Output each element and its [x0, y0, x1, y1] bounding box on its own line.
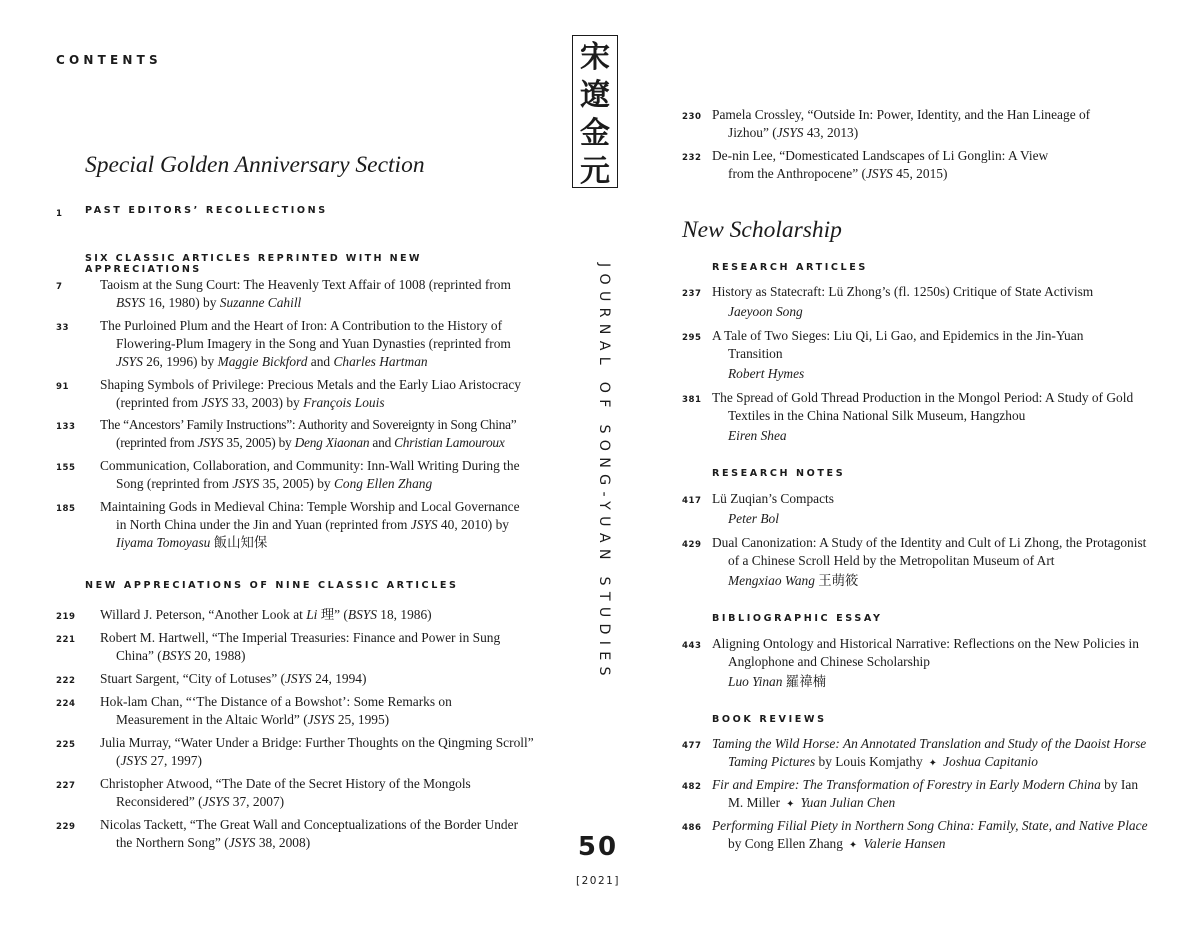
- book-review-entry[interactable]: [682, 776, 1152, 814]
- toc-entry[interactable]: [56, 276, 526, 312]
- entry-title: Aligning Ontology and Historical Narrative: Reflections on the New Policies in Anglophone and Chinese Scholarship: [712, 636, 1139, 669]
- page-number: 224: [56, 699, 76, 709]
- golden-section-title: Special Golden Anniversary Section: [85, 152, 425, 178]
- research-notes-heading: RESEARCH NOTES: [712, 468, 846, 479]
- page-number: 133: [56, 422, 76, 432]
- nine-classic-articles-heading: NEW APPRECIATIONS OF NINE CLASSIC ARTICLES: [85, 580, 459, 591]
- page-number: 429: [682, 540, 702, 550]
- separator-diamond-icon: ✦: [848, 840, 858, 851]
- page-number: 443: [682, 641, 702, 651]
- toc-entry[interactable]: [682, 147, 1152, 183]
- page-number: 219: [56, 612, 76, 622]
- entry-title: History as Statecraft: Lü Zhong’s (fl. 1250s) Critique of State Activism: [712, 284, 1094, 299]
- entry-title: Christopher Atwood, “The Date of the Secret History of the Mongols Reconsidered” (JSYS 37, 2007): [100, 776, 471, 809]
- toc-entry[interactable]: [56, 816, 526, 852]
- page-number: 417: [682, 496, 702, 506]
- seal-character: 遼: [580, 78, 610, 113]
- book-review-entry[interactable]: [682, 817, 1152, 855]
- entry-title: Taming the Wild Horse: An Annotated Translation and Study of the Daoist Horse Taming Pictures by Louis Komjathy ✦ Joshua Capitanio: [712, 736, 1147, 769]
- entry-title: Willard J. Peterson, “Another Look at Li 理” (BSYS 18, 1986): [100, 607, 432, 622]
- page-number: 482: [682, 782, 702, 792]
- reviewer-name: Yuan Julian Chen: [800, 795, 896, 810]
- toc-entry[interactable]: [682, 106, 1152, 142]
- page-number: 91: [56, 382, 69, 392]
- entry-title: A Tale of Two Sieges: Liu Qi, Li Gao, and Epidemics in the Jin-Yuan Transition: [712, 328, 1084, 361]
- page-number: 237: [682, 289, 702, 299]
- seal-character: 金: [580, 116, 610, 151]
- entry-author: Luo Yinan 羅禕楠: [728, 674, 826, 689]
- entry-title: Maintaining Gods in Medieval China: Temple Worship and Local Governance in North China under the Jin and Yuan (reprinted from JSYS 40, 2010) by Iiyama Tomoyasu 飯山知保: [100, 499, 520, 550]
- entry-title: Lü Zuqian’s Compacts: [712, 491, 834, 506]
- new-scholarship-title: New Scholarship: [682, 217, 842, 243]
- toc-entry[interactable]: [56, 606, 526, 624]
- journal-seal: [572, 35, 618, 188]
- entry-title: De-nin Lee, “Domesticated Landscapes of Li Gonglin: A View from the Anthropocene” (JSYS 45, 2015): [712, 148, 1049, 181]
- toc-entry[interactable]: [56, 734, 534, 770]
- page-number: 1: [56, 209, 63, 219]
- toc-entry[interactable]: [56, 693, 526, 729]
- entry-title: Shaping Symbols of Privilege: Precious Metals and the Early Liao Aristocracy (reprinted from JSYS 33, 2003) by François Louis: [100, 377, 521, 410]
- page-number: 225: [56, 740, 76, 750]
- toc-entry[interactable]: [56, 775, 526, 811]
- page-number: 232: [682, 153, 702, 163]
- reviewer-name: Valerie Hansen: [863, 836, 946, 851]
- entry-title: Hok-lam Chan, “‘The Distance of a Bowshot’: Some Remarks on Measurement in the Altaic World” (JSYS 25, 1995): [100, 694, 452, 727]
- toc-entry[interactable]: [682, 389, 1152, 447]
- entry-title: Performing Filial Piety in Northern Song China: Family, State, and Native Place by Cong Ellen Zhang ✦ Valerie Hansen: [712, 818, 1148, 851]
- entry-author: Robert Hymes: [728, 366, 805, 381]
- toc-entry[interactable]: [682, 534, 1152, 592]
- page-number: 230: [682, 112, 702, 122]
- toc-entry[interactable]: [56, 416, 526, 452]
- past-editors-heading: PAST EDITORS’ RECOLLECTIONS: [85, 205, 328, 216]
- toc-entry[interactable]: [56, 457, 526, 493]
- entry-title: Dual Canonization: A Study of the Identity and Cult of Li Zhong, the Protagonist of a Chinese Scroll Held by the Metropolitan Museum of Art: [712, 535, 1147, 568]
- toc-entry[interactable]: [56, 670, 526, 688]
- entry-author: Mengxiao Wang 王萌筱: [728, 573, 859, 588]
- page-number: 221: [56, 635, 76, 645]
- toc-entry[interactable]: [682, 635, 1152, 693]
- page-number: 7: [56, 282, 63, 292]
- toc-entry[interactable]: [56, 629, 526, 665]
- entry-title: Taoism at the Sung Court: The Heavenly Text Affair of 1008 (reprinted from BSYS 16, 1980) by Suzanne Cahill: [100, 277, 511, 310]
- toc-entry[interactable]: [56, 317, 526, 371]
- seal-character: 宋: [580, 40, 610, 75]
- toc-entry[interactable]: [56, 203, 526, 219]
- entry-title: The Spread of Gold Thread Production in the Mongol Period: A Study of Gold Textiles in the China National Silk Museum, Hangzhou: [712, 390, 1134, 423]
- page-number: 155: [56, 463, 76, 473]
- page-number: 486: [682, 823, 702, 833]
- page-number: 185: [56, 504, 76, 514]
- research-articles-heading: RESEARCH ARTICLES: [712, 262, 868, 273]
- toc-entry[interactable]: [682, 490, 1152, 530]
- book-reviews-heading: BOOK REVIEWS: [712, 714, 827, 725]
- toc-entry[interactable]: [56, 498, 526, 552]
- book-review-entry[interactable]: [682, 735, 1152, 773]
- seal-character: 元: [580, 154, 610, 189]
- toc-entry[interactable]: [682, 283, 1152, 323]
- volume-number: 50: [577, 832, 619, 862]
- six-classic-articles-heading: SIX CLASSIC ARTICLES REPRINTED WITH NEW APPRECIATIONS: [85, 253, 422, 275]
- page-number: 227: [56, 781, 76, 791]
- entry-title: Stuart Sargent, “City of Lotuses” (JSYS 24, 1994): [100, 671, 367, 686]
- reviewer-name: Joshua Capitanio: [943, 754, 1038, 769]
- entry-title: The Purloined Plum and the Heart of Iron: A Contribution to the History of Flowering-Plum Imagery in the Song and Yuan Dynasties (reprinted from JSYS 26, 1996) by Maggie Bickford and Charles Hartman: [100, 318, 511, 369]
- page-number: 33: [56, 323, 69, 333]
- bibliographic-essay-heading: BIBLIOGRAPHIC ESSAY: [712, 613, 883, 624]
- entry-title: Robert M. Hartwell, “The Imperial Treasuries: Finance and Power in Sung China” (BSYS 20, 1988): [100, 630, 501, 663]
- contents-heading: CONTENTS: [56, 53, 162, 67]
- toc-entry[interactable]: [56, 376, 526, 412]
- entry-author: Peter Bol: [728, 511, 779, 526]
- toc-entry[interactable]: [682, 327, 1152, 385]
- page-number: 477: [682, 741, 702, 751]
- page-number: 381: [682, 395, 702, 405]
- entry-author: Jaeyoon Song: [728, 304, 803, 319]
- separator-diamond-icon: ✦: [786, 799, 795, 810]
- entry-title: Pamela Crossley, “Outside In: Power, Identity, and the Han Lineage of Jizhou” (JSYS 43, 2013): [712, 107, 1091, 140]
- entry-author: Eiren Shea: [728, 428, 787, 443]
- page-number: 222: [56, 676, 76, 686]
- page-number: 229: [56, 822, 76, 832]
- spine-journal-title: JOURNAL OF SONG-YUAN STUDIES: [596, 263, 612, 682]
- entry-title: Nicolas Tackett, “The Great Wall and Conceptualizations of the Border Under the Northern Song” (JSYS 38, 2008): [100, 817, 519, 850]
- entry-title: The “Ancestors’ Family Instructions”: Authority and Sovereignty in Song China” (reprinted from JSYS 35, 2005) by Deng Xiaonan and Christian Lamouroux: [100, 417, 517, 450]
- separator-diamond-icon: ✦: [928, 758, 938, 769]
- page-number: 295: [682, 333, 702, 343]
- volume-year: [2021]: [576, 875, 620, 887]
- entry-title: Communication, Collaboration, and Community: Inn-Wall Writing During the Song (reprinted from JSYS 35, 2005) by Cong Ellen Zhang: [100, 458, 520, 491]
- entry-title: Fir and Empire: The Transformation of Forestry in Early Modern China by Ian M. Miller ✦ Yuan Julian Chen: [712, 777, 1139, 810]
- entry-title: Julia Murray, “Water Under a Bridge: Further Thoughts on the Qingming Scroll” (JSYS 27, 1997): [100, 735, 534, 768]
